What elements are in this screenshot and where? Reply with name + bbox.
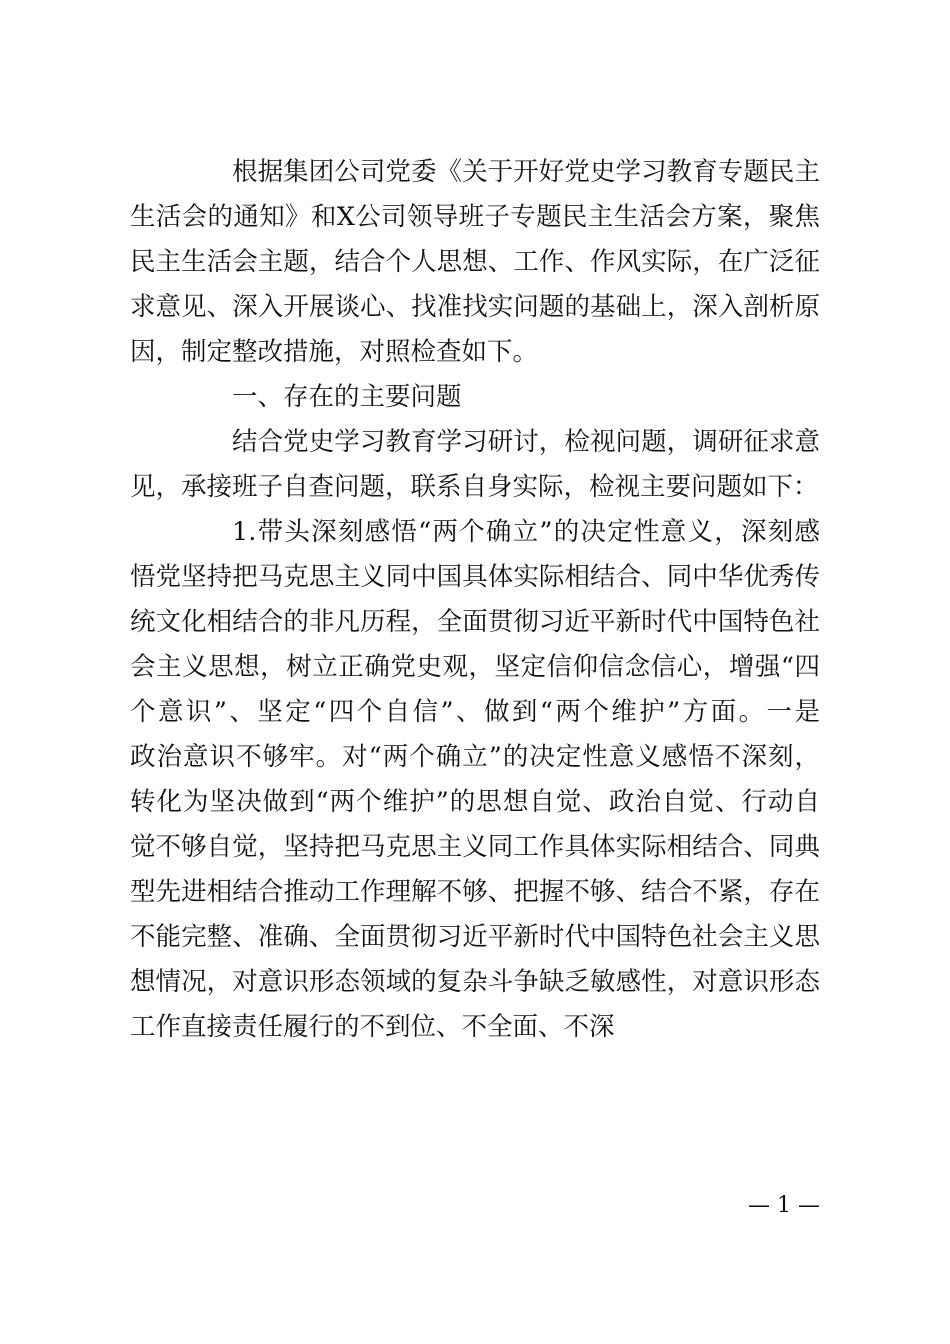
section-intro-paragraph [130, 420, 820, 510]
text-line: 会主义思想，树立正确党史观，坚定信仰信念信心，增强“四 [130, 652, 820, 682]
page-number: — 1 — [748, 1193, 820, 1218]
text-line: 见，承接班子自查问题，联系自身实际，检视主要问题如下： [130, 472, 819, 502]
text-line: 1.带头深刻感悟“两个确立”的决定性意义，深刻感 [232, 517, 820, 547]
text-line: 因，制定整改措施，对照检查如下。 [130, 337, 539, 367]
item-1-paragraph [130, 510, 820, 1050]
heading-line: 一、存在的主要问题 [232, 382, 462, 412]
intro-paragraph [130, 150, 820, 375]
text-line: 型先进相结合推动工作理解不够、把握不够、结合不紧，存在 [130, 877, 820, 907]
text-line: 工作直接责任履行的不到位、不全面、不深 [130, 1012, 615, 1042]
text-line: 求意见、深入开展谈心、找准找实问题的基础上，深入剖析原 [130, 292, 820, 322]
document-body [130, 150, 820, 1050]
text-line: 个意识”、坚定“四个自信”、做到“两个维护”方面。一是 [130, 697, 820, 727]
text-line: 转化为坚决做到“两个维护”的思想自觉、政治自觉、行动自 [130, 787, 820, 817]
text-line: 根据集团公司党委《关于开好党史学习教育专题民主 [232, 157, 820, 187]
text-line: 觉不够自觉，坚持把马克思主义同工作具体实际相结合、同典 [130, 832, 820, 862]
text-line: 悟党坚持把马克思主义同中国具体实际相结合、同中华优秀传 [130, 562, 820, 592]
text-line: 不能完整、准确、全面贯彻习近平新时代中国特色社会主义思 [130, 922, 820, 952]
text-line: 生活会的通知》和X公司领导班子专题民主生活会方案，聚焦 [130, 202, 820, 232]
text-line: 想情况，对意识形态领域的复杂斗争缺乏敏感性，对意识形态 [130, 967, 820, 997]
section-heading [130, 375, 820, 420]
text-line: 结合党史学习教育学习研讨，检视问题，调研征求意 [232, 427, 820, 457]
text-line: 政治意识不够牢。对“两个确立”的决定性意义感悟不深刻， [130, 742, 820, 772]
text-line: 民主生活会主题，结合个人思想、工作、作风实际，在广泛征 [130, 247, 820, 277]
text-line: 统文化相结合的非凡历程，全面贯彻习近平新时代中国特色社 [130, 607, 820, 637]
